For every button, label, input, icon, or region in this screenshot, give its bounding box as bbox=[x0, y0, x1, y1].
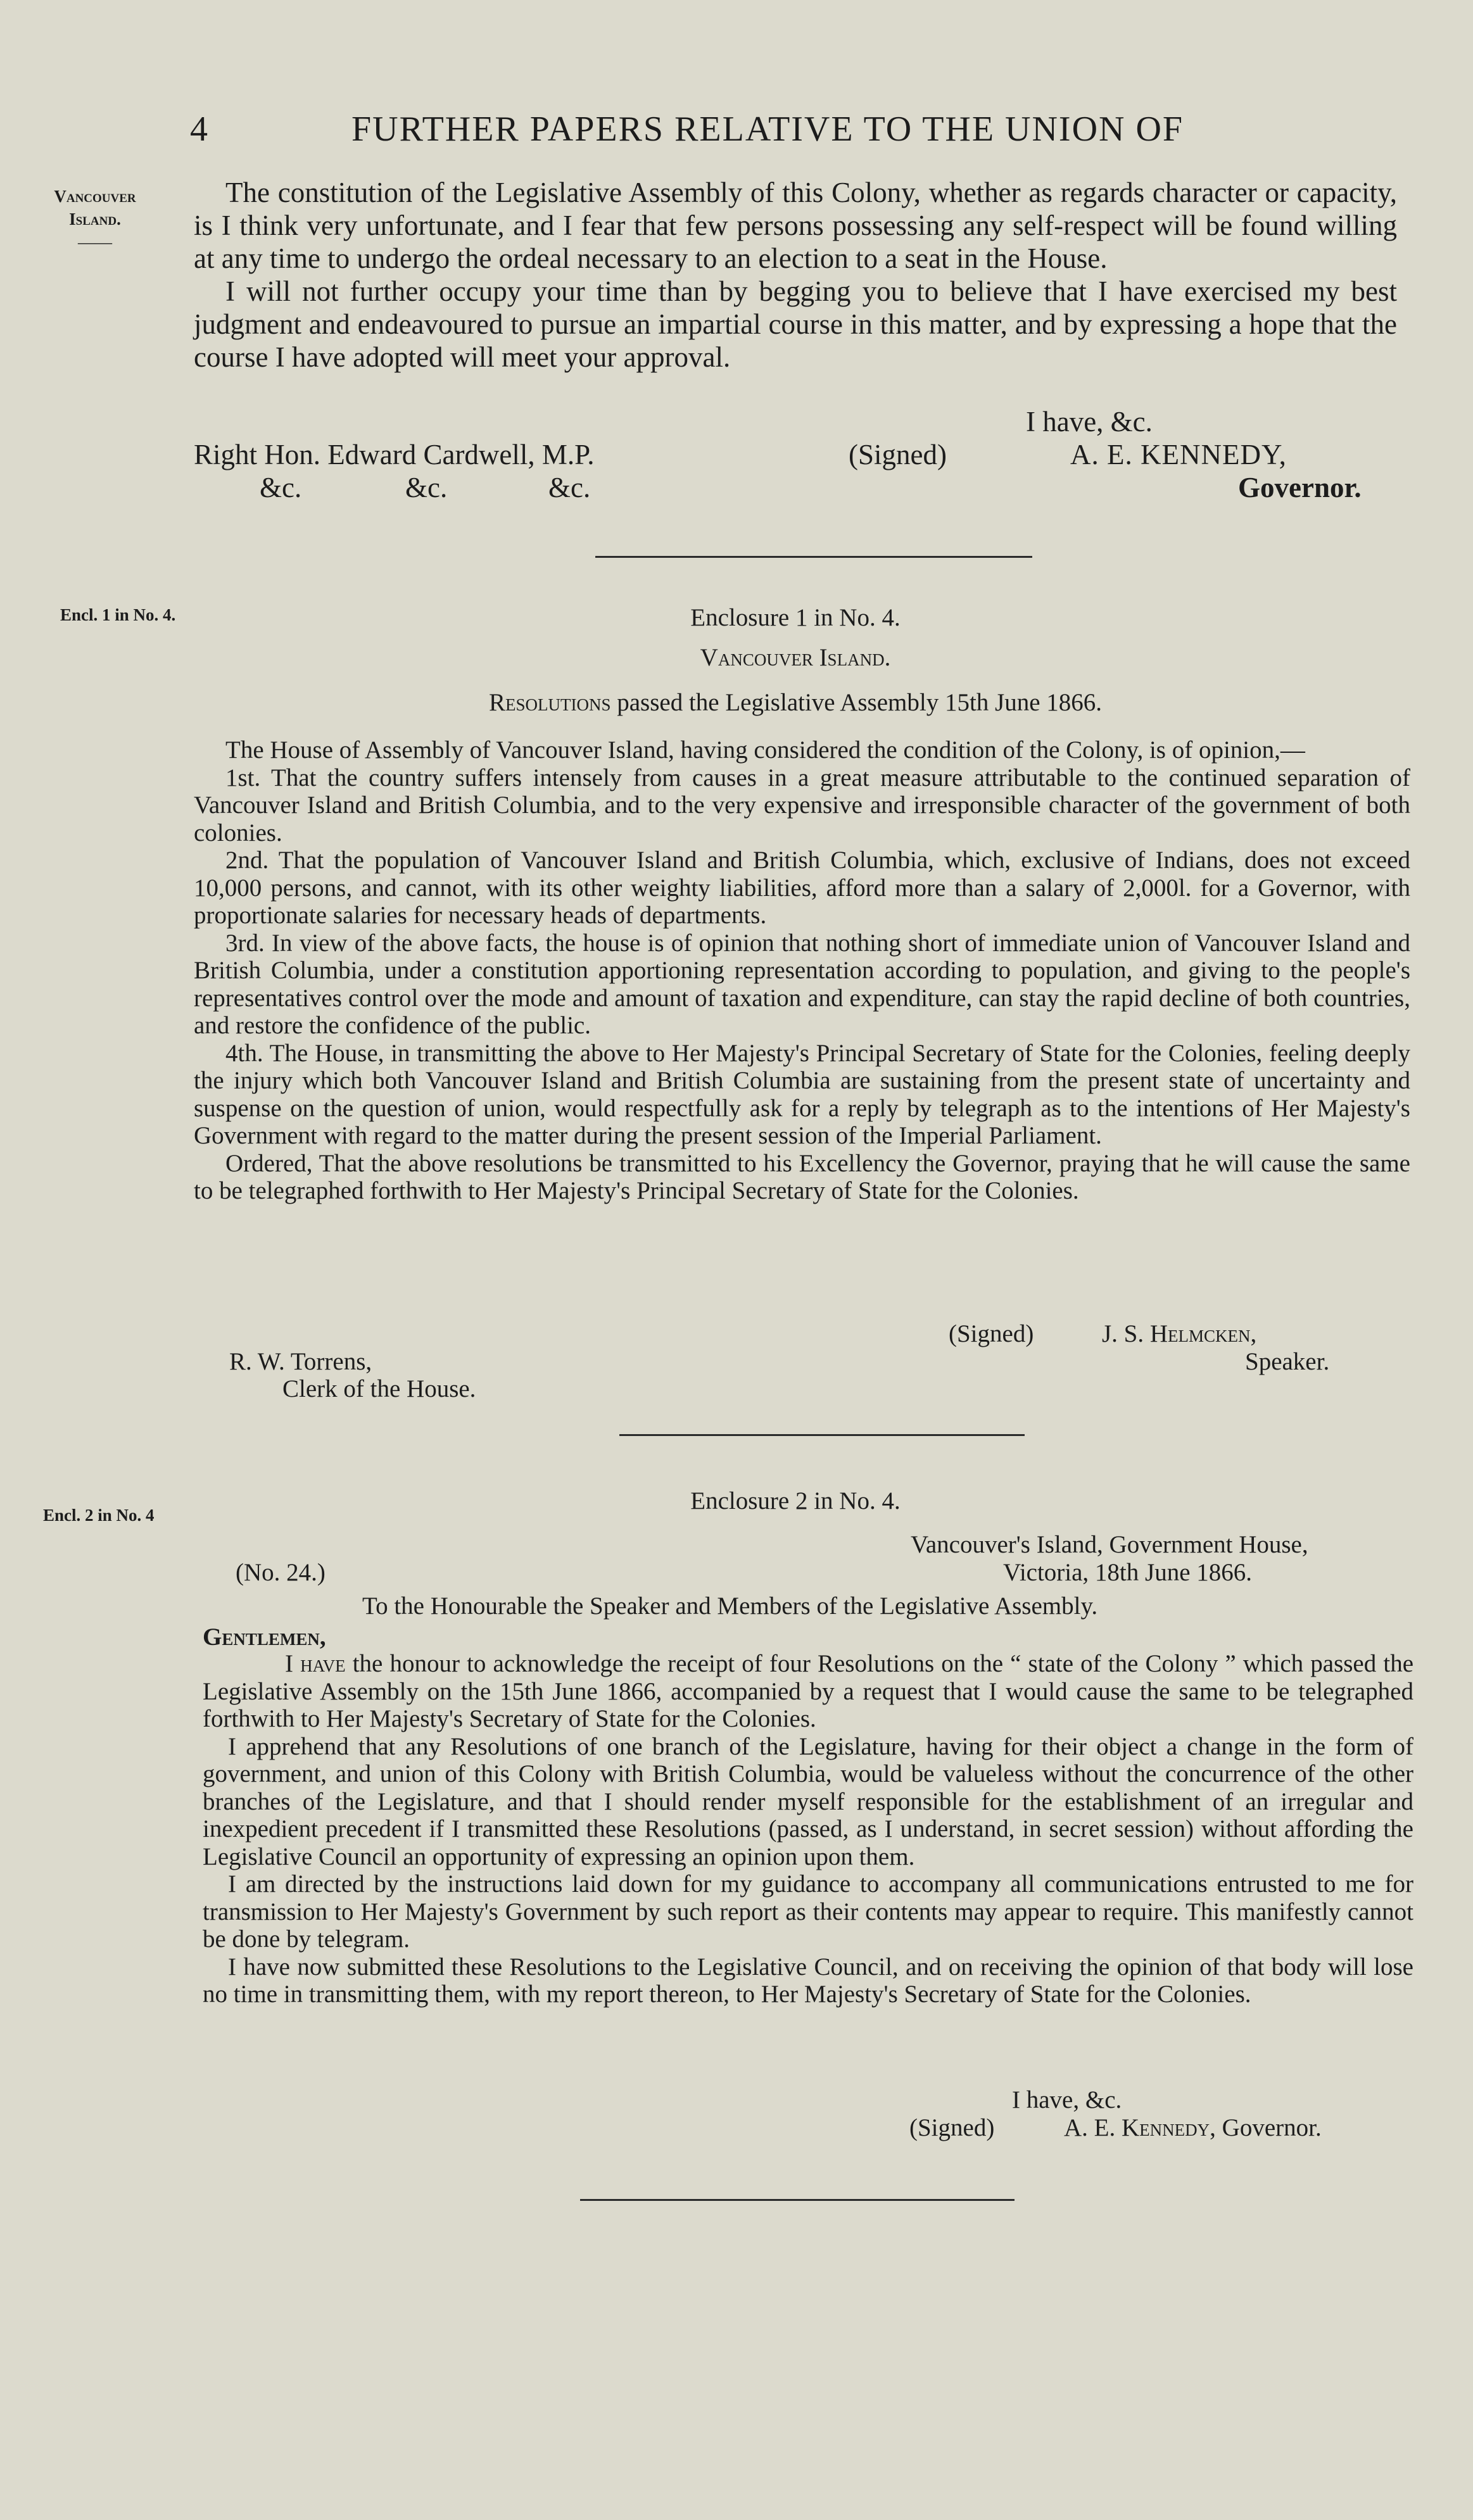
letter-signed: (Signed) bbox=[849, 439, 947, 470]
letter-governor: Governor. bbox=[1238, 472, 1362, 503]
divider-1 bbox=[595, 556, 1032, 558]
encl1-resolution-2: 2nd. That the population of Vancouver Island and British Columbia, which, exclusive of Indians, does not exceed 10,000 persons, and cannot, with its other weighty liabilities, afford more than a salary of 2,000l. for a Governor, with proportionate salaries for necessary heads of departments. bbox=[194, 847, 1410, 929]
encl1-clerk-title: Clerk of the House. bbox=[282, 1375, 476, 1402]
margin-island: Island. bbox=[69, 210, 121, 229]
letter-etc-3: &c. bbox=[548, 472, 591, 503]
encl1-speaker-title: Speaker. bbox=[1245, 1348, 1330, 1375]
margin-encl-1: Encl. 1 in No. 4. bbox=[60, 605, 176, 624]
encl1-speaker-surname: Helmcken, bbox=[1149, 1320, 1257, 1347]
letter-etc-2: &c. bbox=[405, 472, 448, 503]
letter-signatory: A. E. KENNEDY, bbox=[1070, 439, 1287, 470]
encl2-to: To the Honourable the Speaker and Members of the Legislative Assembly. bbox=[362, 1592, 1098, 1620]
letter-addressee: Right Hon. Edward Cardwell, M.P. bbox=[194, 439, 595, 470]
encl2-para-2: I apprehend that any Resolutions of one branch of the Legislature, having for their object a change in the form of government, and union of this Colony with British Columbia, would be valueless without the concurrence of the other branches of the Legislature, and that I should render myself responsible for the establishment of an irregular and inexpedient precedent if I transmitted these Resolutions (passed, as I understand, in secret session) without affording the Legislative Council an opportunity of expressing an opinion upon them. bbox=[203, 1732, 1413, 1870]
margin-vancouver: Vancouver bbox=[54, 187, 136, 206]
encl1-signed: (Signed) bbox=[949, 1320, 1034, 1347]
encl2-number: (No. 24.) bbox=[236, 1559, 326, 1586]
encl1-place: Vancouver Island. bbox=[700, 644, 891, 671]
encl2-body bbox=[203, 1650, 1413, 2008]
encl1-resolution-3: 3rd. In view of the above facts, the house is of opinion that nothing short of immediate union of Vancouver Island and British Columbia, under a constitution apportioning representation according to population, and giving to the people's representatives control over the mode and amount of taxation and expenditure, can stay the rapid decline of both countries, and restore the confidence of the public. bbox=[194, 929, 1410, 1039]
encl2-para-1-text: the honour to acknowledge the receipt of four Resolutions on the “ state of the Colony ” which passed the Legislative Assembly on the 15th June 1866, accompanied by a request that I would cause the same to be telegraphed forthwith to Her Majesty's Secretary of State for the Colonies. bbox=[203, 1650, 1413, 1732]
encl2-para-1 bbox=[203, 1650, 1413, 1733]
encl2-address-line-2: Victoria, 18th June 1866. bbox=[1003, 1559, 1253, 1586]
encl2-para-4: I have now submitted these Resolutions to the Legislative Council, and on receiving the opinion of that body will lose no time in transmitting them, with my report thereon, to Her Majesty's Secretary of State for the Colonies. bbox=[203, 1953, 1413, 2008]
letter-closing: I have, &c. bbox=[1026, 406, 1153, 438]
encl1-resolution-4: 4th. The House, in transmitting the above to Her Majesty's Principal Secretary of State for the Colonies, feeling deeply the injury which both Vancouver Island and British Columbia are sustaining from the present state of uncertainty and suspense on the question of union, would respectfully ask for a reply by telegraph as to the intentions of Her Majesty's Government with regard to the matter during the present session of the Imperial Parliament. bbox=[194, 1039, 1410, 1149]
encl1-subtitle-rest: passed the Legislative Assembly 15th June 1866. bbox=[610, 689, 1103, 716]
margin-dash: —— bbox=[78, 232, 112, 251]
page-number: 4 bbox=[190, 110, 209, 149]
encl2-salutation: Gentlemen, bbox=[203, 1623, 326, 1651]
encl2-para-3: I am directed by the instructions laid down for my guidance to accompany all communications entrusted to me for transmission to Her Majesty's Government by such report as their contents may appear to require. This manifestly cannot be done by telegram. bbox=[203, 1870, 1413, 1953]
encl1-resolution-1: 1st. That the country suffers intensely from causes in a great measure attributable to the continued separation of Vancouver Island and British Columbia, and to the very expensive and irresponsible character of the government of both colonies. bbox=[194, 764, 1410, 847]
encl1-intro: The House of Assembly of Vancouver Island, having considered the condition of the Colony, is of opinion,— bbox=[225, 736, 1305, 764]
encl2-address-line-1: Vancouver's Island, Government House, bbox=[911, 1531, 1308, 1558]
encl2-signatory-surname: Kennedy, bbox=[1122, 2114, 1216, 2141]
encl1-subtitle bbox=[194, 689, 1397, 717]
letter-para-2: I will not further occupy your time than by begging you to believe that I have exercised my best judgment and endeavoured to pursue an impartial course in this matter, and by expressing a hope that the course I have adopted will meet your approval. bbox=[194, 275, 1397, 373]
encl2-governor: Governor. bbox=[1222, 2114, 1322, 2141]
margin-vancouver-island bbox=[32, 185, 158, 253]
encl2-signed: (Signed) bbox=[909, 2114, 995, 2141]
letter-body bbox=[194, 176, 1397, 374]
letter-etc-1: &c. bbox=[260, 472, 302, 503]
divider-2 bbox=[619, 1434, 1025, 1436]
encl1-subtitle-resolutions: Resolutions bbox=[488, 689, 611, 716]
divider-3 bbox=[580, 2199, 1015, 2201]
encl1-ordered: Ordered, That the above resolutions be transmitted to his Excellency the Governor, praying that he will cause the same to be telegraphed forthwith to Her Majesty's Principal Secretary of State for the Colonies. bbox=[194, 1149, 1410, 1204]
letter-para-1: The constitution of the Legislative Assembly of this Colony, whether as regards character or capacity, is I think very unfortunate, and I fear that few persons possessing any self-respect will be found willing at any time to undergo the ordeal necessary to an election to a seat in the House. bbox=[194, 177, 1397, 274]
margin-encl-2: Encl. 2 in No. 4 bbox=[43, 1506, 155, 1525]
encl1-clerk-name: R. W. Torrens, bbox=[229, 1348, 372, 1375]
encl2-signatory: A. E. Kennedy, Governor. bbox=[1064, 2114, 1322, 2141]
running-title: FURTHER PAPERS RELATIVE TO THE UNION OF bbox=[351, 110, 1184, 149]
encl1-body bbox=[194, 736, 1410, 1205]
encl2-heading: Enclosure 2 in No. 4. bbox=[690, 1487, 901, 1515]
encl1-speaker-name: J. S. Helmcken, bbox=[1102, 1320, 1257, 1347]
encl2-closing: I have, &c. bbox=[1012, 2086, 1122, 2114]
encl2-para-1-lead: I have bbox=[285, 1650, 346, 1677]
encl1-heading: Enclosure 1 in No. 4. bbox=[690, 604, 901, 631]
